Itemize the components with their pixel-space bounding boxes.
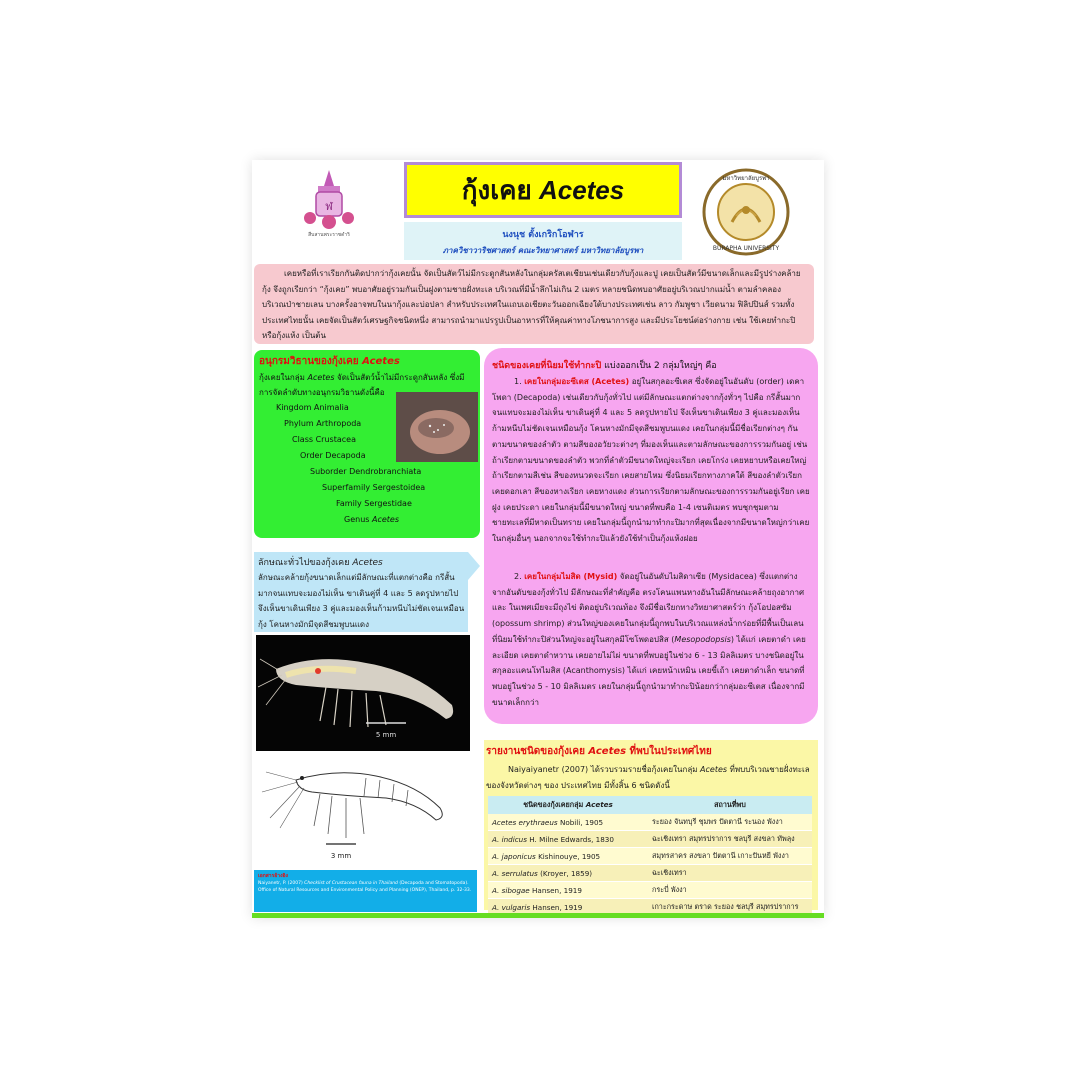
species-cell: Acetes erythraeus Nobili, 1905 — [488, 814, 648, 831]
species-cell: A. indicus H. Milne Edwards, 1830 — [488, 831, 648, 848]
logo-caption: สืบสานพระราชดำริ — [308, 232, 350, 238]
author-affiliation: ภาควิชาวาริชศาสตร์ คณะวิทยาศาสตร์ มหาวิทยาลัยบูรพา — [442, 246, 644, 255]
shrimp-line-drawing — [256, 758, 470, 870]
table-row — [488, 882, 812, 899]
shrimp-types-section — [484, 348, 818, 724]
location-cell: เกาะกระดาษ ตราด ระยอง ชลบุรี สมุทรปราการ — [648, 899, 812, 916]
taxonomy-description: กุ้งเคยในกลุ่ม Acetes จัดเป็นสัตว์น้ำไม่มีกระดูกสันหลัง ซึ่งมีการจัดลำดับทางอนุกรมวิธานดังนี้คือ — [259, 373, 465, 397]
table-row — [488, 848, 812, 865]
col-location: สถานที่พบ — [648, 796, 812, 814]
table-row — [488, 831, 812, 848]
drawing-scale-label: 3 mm — [330, 852, 352, 860]
rank-order: Order Decapoda — [300, 451, 366, 460]
species-cell: A. vulgaris Hansen, 1919 — [488, 899, 648, 916]
table-row — [488, 865, 812, 882]
rank-family: Family Sergestidae — [336, 499, 412, 508]
report-heading: รายงานชนิดของกุ้งเคย Acetes ที่พบในประเทศไทย — [486, 746, 712, 757]
general-description: ลักษณะคล้ายกุ้งขนาดเล็กแต่มีลักษณะที่แตกต่างคือ กรีสั้นมากจนแทบจะมองไม่เห็น ขาเดินคู่ที่ 4 และ 5 ลดรูปหายไป จึงเห็นขาเดินเพียง 3 คู่และมองเห็นก้ามหนีบไม่ชัดเจนเหมือนกุ้ง โคนหางมักมีจุดสีชมพูบนแดง — [258, 573, 465, 629]
location-cell: ระยอง จันทบุรี ชุมพร ปัตตานี ระนอง พังงา — [648, 814, 812, 831]
royal-emblem-logo — [294, 168, 364, 238]
rank-class: Class Crustacea — [292, 435, 356, 444]
types-group-mysid: 2. เคยในกลุ่มไมสิด (Mysid) จัดอยู่ในอันดับไมสิดาเซีย (Mysidacea) ซึ่งแตกต่างจากอันดับของกุ้งทั่วไป มีลักษณะที่สำคัญคือ ตรงโคนแพนหางอันในมีลักษณะคล้ายถุงอากาศ และ ในเพศเมียจะมีถุงไข่ ติดอยู่บริเวณท้อง จึงมีชื่อเรียกทางวิทยาศาสตร์ว่า กุ้งโอปอสซัม (opossum shrimp) ส่วนใหญ่ของเคยในกลุ่มนี้ถูกพบในบริเวณแหล่งน้ำกร่อยที่มีพื้นเป็นเลน ที่นิยมใช้ทำกะปิส่วนใหญ่จะอยู่ในสกุลมีโซโพดอปสิส (Mesopodopsis) ได้แก่ เคยตาดำ เคยละเอียด เคยตาดำหวาน เคยอายไม่ไผ่ ขนาดที่พบอยู่ในช่วง 6 - 13 มิลลิเมตร บางชนิดอยู่ในสกุลอะแคนโทไมสิส (Acanthomysis) ได้แก่ เคยหน้าเหมิน เคยขี้เถ้า เคยตาดำเล็ก ขนาดที่พบอยู่ในช่วง 5 - 10 มิลลิเมตร เคยในกลุ่มนี้ถูกนำมาทำกะปิน้อยกว่ากลุ่มอะซีเตส เนื่องจากมีขนาดเล็กกว่า — [492, 572, 806, 707]
report-description: Naiyaiyanetr (2007) ได้รวบรวมรายชื่อกุ้งเคยในกลุ่ม Acetes ที่พบบริเวณชายฝั่งทะเลของจังหวัดต่างๆ ของ ประเทศไทย มีทั้งสิ้น 6 ชนิดดังนี้ — [486, 765, 810, 790]
logo-thai-text: มหาวิทยาลัยบูรพา — [722, 175, 770, 182]
photo-scale-label: 5 mm — [375, 731, 397, 739]
shrimp-photo — [256, 635, 470, 751]
intro-paragraph: เคยหรือที่เราเรียกกันติดปากว่ากุ้งเคยนั้น จัดเป็นสัตว์ไม่มีกระดูกสันหลังในกลุ่มครัสเตเชียนเช่นเดียวกับกุ้งและปู เคยเป็นสัตว์มีขนาดเล็กและมีรูปร่างคล้ายกุ้ง จึงถูกเรียกว่า “กุ้งเคย” พบอาศัยอยู่รวมกันเป็นฝูงตามชายฝั่งทะเล บริเวณที่มีน้ำลึกไม่เกิน 2 เมตร หลายชนิดพบอาศัยอยู่บริเวณปากแม่น้ำ ตามลำคลอง บริเวณป่าชายเลน บางครั้งอาจพบในนากุ้งและบ่อปลา สำหรับประเทศในแถบเอเชียตะวันออกเฉียงใต้บางประเทศเช่น ลาว กัมพูชา เวียดนาม ฟิลิปปินส์ รวมทั้งประเทศไทยนั้น เคยจัดเป็นสัตว์เศรษฐกิจชนิดหนึ่ง สามารถนำมาแปรรูปเป็นอาหารที่ให้คุณค่าทางโภชนาการสูง และมีประโยชน์ต่อร่างกาย เช่น ใช้เคยทำกะปิ หรือกุ้งแห้ง เป็นต้น — [254, 264, 814, 344]
species-cell: A. serrulatus (Kroyer, 1859) — [488, 865, 648, 882]
species-cell: A. sibogae Hansen, 1919 — [488, 882, 648, 899]
bottom-divider — [252, 913, 824, 918]
svg-text:ฬ: ฬ — [325, 200, 333, 213]
poster-title — [404, 162, 682, 218]
location-cell: กระบี่ พังงา — [648, 882, 812, 899]
taxonomy-heading: อนุกรมวิธานของกุ้งเคย Acetes — [259, 356, 400, 367]
location-cell: ฉะเชิงเทรา — [648, 865, 812, 882]
location-cell: ฉะเชิงเทรา สมุทรปราการ ชลบุรี สงขลา ทัพลุง — [648, 831, 812, 848]
rank-genus: Genus Acetes — [344, 515, 400, 524]
general-characteristics-section — [254, 552, 480, 632]
author-name: นงนุช ตั้งเกริกโอฬาร — [502, 230, 584, 240]
rank-phylum: Phylum Arthropoda — [284, 419, 362, 428]
types-heading: ชนิดของเคยที่นิยมใช้ทำกะปิ แบ่งออกเป็น 2 กลุ่มใหญ่ๆ คือ — [492, 361, 717, 371]
rank-superfamily: Superfamily Sergestoidea — [322, 483, 426, 492]
species-table — [488, 796, 812, 916]
references-heading: เอกสารอ้างอิง — [258, 873, 288, 879]
col-species: ชนิดของกุ้งเคยกลุ่ม Acetes — [488, 796, 648, 814]
references-box — [254, 870, 477, 912]
taxonomy-section — [254, 350, 480, 538]
burapha-university-logo — [700, 166, 792, 258]
species-report-section — [484, 740, 818, 910]
rank-suborder: Suborder Dendrobranchiata — [310, 467, 422, 476]
poster — [252, 160, 824, 918]
logo-english-text: BURAPHA UNIVERSITY — [712, 245, 780, 252]
location-cell: สมุทรสาคร สงขลา ปัตตานี เกาะปันหยี พังงา — [648, 848, 812, 865]
general-heading: ลักษณะทั่วไปของกุ้งเคย Acetes — [258, 558, 383, 568]
title-thai: กุ้งเคย — [461, 175, 532, 205]
types-group-acetes: 1. เคยในกลุ่มอะซีเตส (Acetes) อยู่ในสกุลอะซีเตส ซึ่งจัดอยู่ในอันดับ (order) เดคาโพดา (Decapoda) เช่นเดียวกับกุ้งทั่วไป แต่มีลักษณะแตกต่างจากกุ้งทั่วๆ ไปคือ กรีสั้นมากจนแทบจะมองไม่เห็น ขาเดินคู่ที่ 4 และ 5 ลดรูปหายไป จึงเห็นขาเดินเพียง 3 คู่และมองเห็นก้ามหนีบไม่ชัดเจนเหมือนกุ้ง โคนหางมักมีจุดสีชมพูบนแดง เคยในกลุ่มนี้มีชื่อเรียกต่างๆ กัน ตามขนาดของลำตัว ตามสีของอวัยวะต่างๆ ที่มองเห็นและตามลักษณะของการรวมกันอยู่ เช่น ถ้าเรียกตามขนาดของลำตัว พวกที่ลำตัวมีขนาดใหญ่จะเรียก เคยโกร่ง เคยหยาบหรือเคยใหญ่ ถ้าเรียกตามสีเช่น สีของหนวดจะเรียก เคยสายไหม ซึ่งนิยมเรียกทางภาคใต้ สีของลำตัวเรียก เคยดอกเลา สีของหางเรียก เคยหางแดง ส่วนการเรียกตามลักษณะของการรวมกันอยู่เรียก เคยฝูง เคยประดา เคยในกลุ่มนี้มีขนาดใหญ่ ขนาดที่พบคือ 1-4 เซนติเมตร พบชุกชุมตามชายทะเลที่มีหาดเป็นทราย เคยในกลุ่มนี้ถูกนำมาทำกะปิมากที่สุดเนื่องจากมีขนาดใหญ่กว่าเคยในกลุ่มอื่นๆ นอกจากจะใช้ทำกะปิแล้วยังใช้ทำเป็นกุ้งแห้งฝอย — [492, 377, 810, 544]
shrimp-in-hand-photo — [396, 392, 478, 462]
species-cell: A. japonicus Kishinouye, 1905 — [488, 848, 648, 865]
reference-entry: Naiyanetr, P. (2007) Checklist of Crustacean fauna in Thailand (Decapoda and Stomatopoda). Office of Natural Resources and Environmental Policy and Planning (ONEP), Thailand, p. 32-33. — [258, 881, 472, 893]
author-block — [404, 222, 682, 260]
table-row — [488, 814, 812, 831]
title-genus: Acetes — [538, 175, 625, 205]
rank-kingdom: Kingdom Animalia — [276, 403, 349, 412]
table-header-row — [488, 796, 812, 814]
